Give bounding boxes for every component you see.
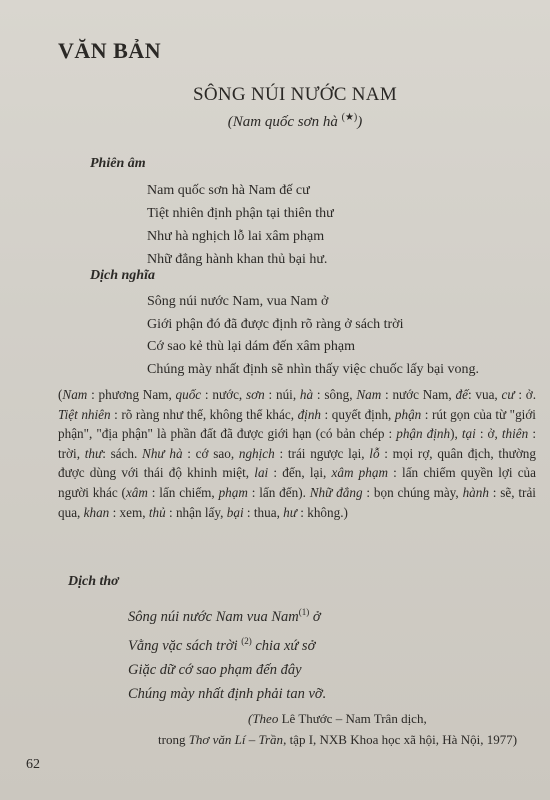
note-term: khan <box>83 504 110 520</box>
note-term: Tiệt nhiên <box>58 406 111 422</box>
note-term: Nam <box>62 387 88 402</box>
phien-am-line-3: Như hà nghịch lỗ lai xâm phạm <box>147 229 325 244</box>
note-term: phận định <box>396 426 451 442</box>
note-text: : nhận lấy, <box>165 504 227 520</box>
note-text: : nước, <box>201 387 247 402</box>
source-line-2 <box>158 732 517 748</box>
note-text: : trời, <box>58 426 536 461</box>
poem-subtitle-close: ) <box>357 114 363 130</box>
footnote-ref-2: (2) <box>241 635 252 646</box>
dich-nghia-line-2: Giới phận đó đã được định rõ ràng ở sách trời <box>147 316 404 332</box>
dich-tho-line-1-text: Sông núi nước Nam vua Nam <box>128 608 299 625</box>
note-term: sơn <box>246 387 265 402</box>
poem-title: SÔNG NÚI NƯỚC NAM <box>192 84 398 105</box>
note-text: : trái ngược lại, <box>274 445 370 461</box>
note-term: phận <box>394 406 422 422</box>
note-text: : không.) <box>296 504 348 520</box>
note-text: : ở, <box>475 426 502 442</box>
phien-am-line-4: Nhữ đẳng hành khan thủ bại hư. <box>147 252 328 267</box>
dich-nghia-line-1: Sông núi nước Nam, vua Nam ở <box>147 294 329 309</box>
note-text: : lấn chiếm, <box>147 484 219 500</box>
source-in: trong <box>158 732 189 747</box>
note-text: : bọn chúng mày, <box>362 484 463 500</box>
note-term: quốc <box>175 387 202 402</box>
note-text: : ở. <box>514 387 537 402</box>
note-text: : xem, <box>109 504 149 520</box>
source-prefix: (Theo <box>248 711 282 726</box>
dich-tho-line-2 <box>128 629 326 658</box>
note-term: cư <box>501 387 515 402</box>
poem-subtitle <box>0 112 550 131</box>
note-term: lai <box>254 465 269 481</box>
dich-tho-line-4: Chúng mày nhất định phải tan vỡ. <box>128 685 327 702</box>
note-term: nghịch <box>238 445 275 461</box>
note-term: hành <box>462 484 489 500</box>
dich-tho-verse <box>128 600 326 706</box>
poem-subtitle-text: (Nam quốc sơn hà <box>227 114 338 130</box>
phien-am-label: Phiên âm <box>90 156 146 171</box>
phien-am-verse <box>147 179 334 271</box>
note-term: Nhữ đẳng <box>309 484 363 500</box>
note-text: : rõ ràng như thế, không thể khác, <box>110 406 298 422</box>
dich-nghia-label: Dịch nghĩa <box>90 268 155 283</box>
note-text: : sẽ, trải qua, <box>58 484 536 520</box>
dich-nghia-line-4: Chúng mày nhất định sẽ nhìn thấy việc chuốc lấy bại vong. <box>147 361 480 377</box>
phien-am-line-2: Tiệt nhiên định phận tại thiên thư <box>147 206 334 221</box>
footnote-ref-1: (1) <box>298 607 310 617</box>
note-text: : núi, <box>264 387 300 402</box>
note-term: xâm phạm <box>331 465 388 481</box>
note-term: hư <box>283 504 297 520</box>
source-translators: Lê Thước – Nam Trân dịch, <box>281 711 427 726</box>
note-term: bại <box>226 504 244 520</box>
section-title: VĂN BẢN <box>58 38 162 63</box>
dich-tho-line-2-text: Vằng vặc sách trời <box>128 637 238 654</box>
note-term: xâm <box>125 484 148 500</box>
note-text: : cớ sao, <box>182 445 239 461</box>
dich-nghia-line-3: Cớ sao kẻ thù lại dám đến xâm phạm <box>147 339 356 354</box>
note-text: : sông, <box>313 387 357 402</box>
note-text: : mọi rợ, quân địch, thường được dùng với thái độ khinh miệt, <box>58 445 536 481</box>
note-term: thư <box>84 445 103 461</box>
note-text: : lấn chiếm quyền lợi của người khác ( <box>58 465 536 500</box>
phien-am-line-1: Nam quốc sơn hà Nam đế cư <box>147 183 310 198</box>
dich-tho-line-3: Giặc dữ cớ sao phạm đến đây <box>128 661 302 678</box>
note-term: thiên <box>501 426 529 442</box>
note-term: đế <box>455 387 468 402</box>
note-term: Nam <box>356 387 382 402</box>
note-term: thủ <box>148 504 166 520</box>
note-text: : đến, lại, <box>268 465 332 481</box>
note-text: : sách. <box>102 445 143 461</box>
note-text: : phương Nam, <box>87 387 176 402</box>
note-term: định <box>297 406 322 422</box>
note-text: : quyết định, <box>321 406 395 422</box>
note-text: : lấn đến). <box>247 484 310 500</box>
dich-tho-label: Dịch thơ <box>68 574 119 589</box>
note-text: ( <box>58 387 63 402</box>
page-number: 62 <box>26 757 40 772</box>
note-text: ), <box>450 426 462 442</box>
dich-nghia-verse <box>147 291 479 381</box>
note-text: : thua, <box>243 504 284 520</box>
poem-footnote-mark: (★) <box>341 112 358 123</box>
note-text: : vua, <box>467 387 502 402</box>
note-text: : nước Nam, <box>381 387 456 402</box>
note-term: hà <box>299 387 314 402</box>
dich-tho-line-2-end: chia xứ sở <box>251 637 316 654</box>
source-publisher: , tập I, NXB Khoa học xã hội, Hà Nội, 1977) <box>283 732 518 747</box>
source-line-1 <box>248 711 427 727</box>
glossary-note <box>58 385 536 522</box>
note-term: Như hà <box>142 445 183 461</box>
source-book-title: Thơ văn Lí – Trần <box>188 732 284 747</box>
dich-tho-line-1-end: ở <box>309 608 321 625</box>
dich-tho-line-1 <box>128 600 326 629</box>
note-text: : rút gọn của từ "giới phận", "địa phận" là phần đất đã được giới hạn (có bản chép : <box>58 406 536 442</box>
note-term: lỗ <box>369 445 380 461</box>
note-term: tại <box>461 426 476 442</box>
note-term: phạm <box>218 484 248 500</box>
